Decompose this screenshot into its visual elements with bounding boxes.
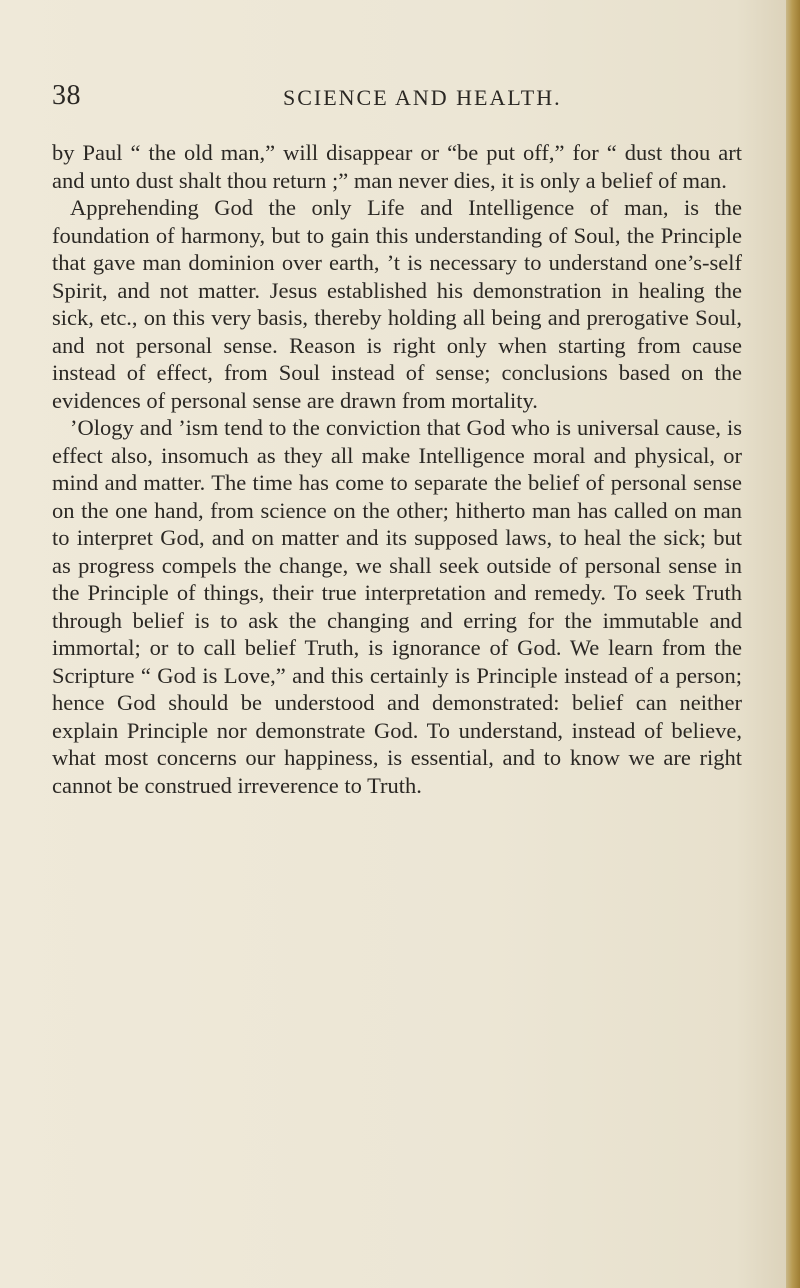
page-edge	[786, 0, 800, 1288]
paragraph: by Paul “ the old man,” will disappear or “be put off,” for “ dust thou art and unto dust shalt thou return ;” man never dies, it is only a belief of man.	[52, 140, 742, 193]
page-number: 38	[52, 80, 81, 111]
running-head: SCIENCE AND HEALTH.	[283, 85, 562, 110]
body-text	[52, 139, 742, 799]
paragraph: Apprehending God the only Life and Intelligence of man, is the foundation of harmony, but to gain this understanding of Soul, the Principle that gave man dominion over earth, ’t is necessary to understand one’s-self Spirit, and not matter. Jesus established his demonstration in healing the sick, etc., on this very basis, thereby holding all being and prerogative Soul, and not personal sense. Reason is right only when starting from cause instead of effect, from Soul instead of sense; conclusions based on the evidences of personal sense are drawn from mortality.	[52, 195, 742, 413]
paragraph: ’Ology and ’ism tend to the conviction that God who is universal cause, is effect also, insomuch as they all make Intelligence moral and physical, or mind and matter. The time has come to separate the belief of personal sense on the one hand, from science on the other; hitherto man has called on man to interpret God, and on matter and its supposed laws, to heal the sick; but as progress compels the change, we shall seek outside of personal sense in the Principle of things, their true interpretation and remedy. To seek Truth through belief is to ask the changing and erring for the immutable and immortal; or to call belief Truth, is ignorance of God. We learn from the Scripture “ God is Love,” and this certainly is Principle instead of a person; hence God should be understood and demonstrated: belief can neither explain Principle nor demonstrate God. To understand, instead of believe, what most concerns our happiness, is essential, and to know we are right cannot be construed irreverence to Truth.	[52, 415, 742, 798]
